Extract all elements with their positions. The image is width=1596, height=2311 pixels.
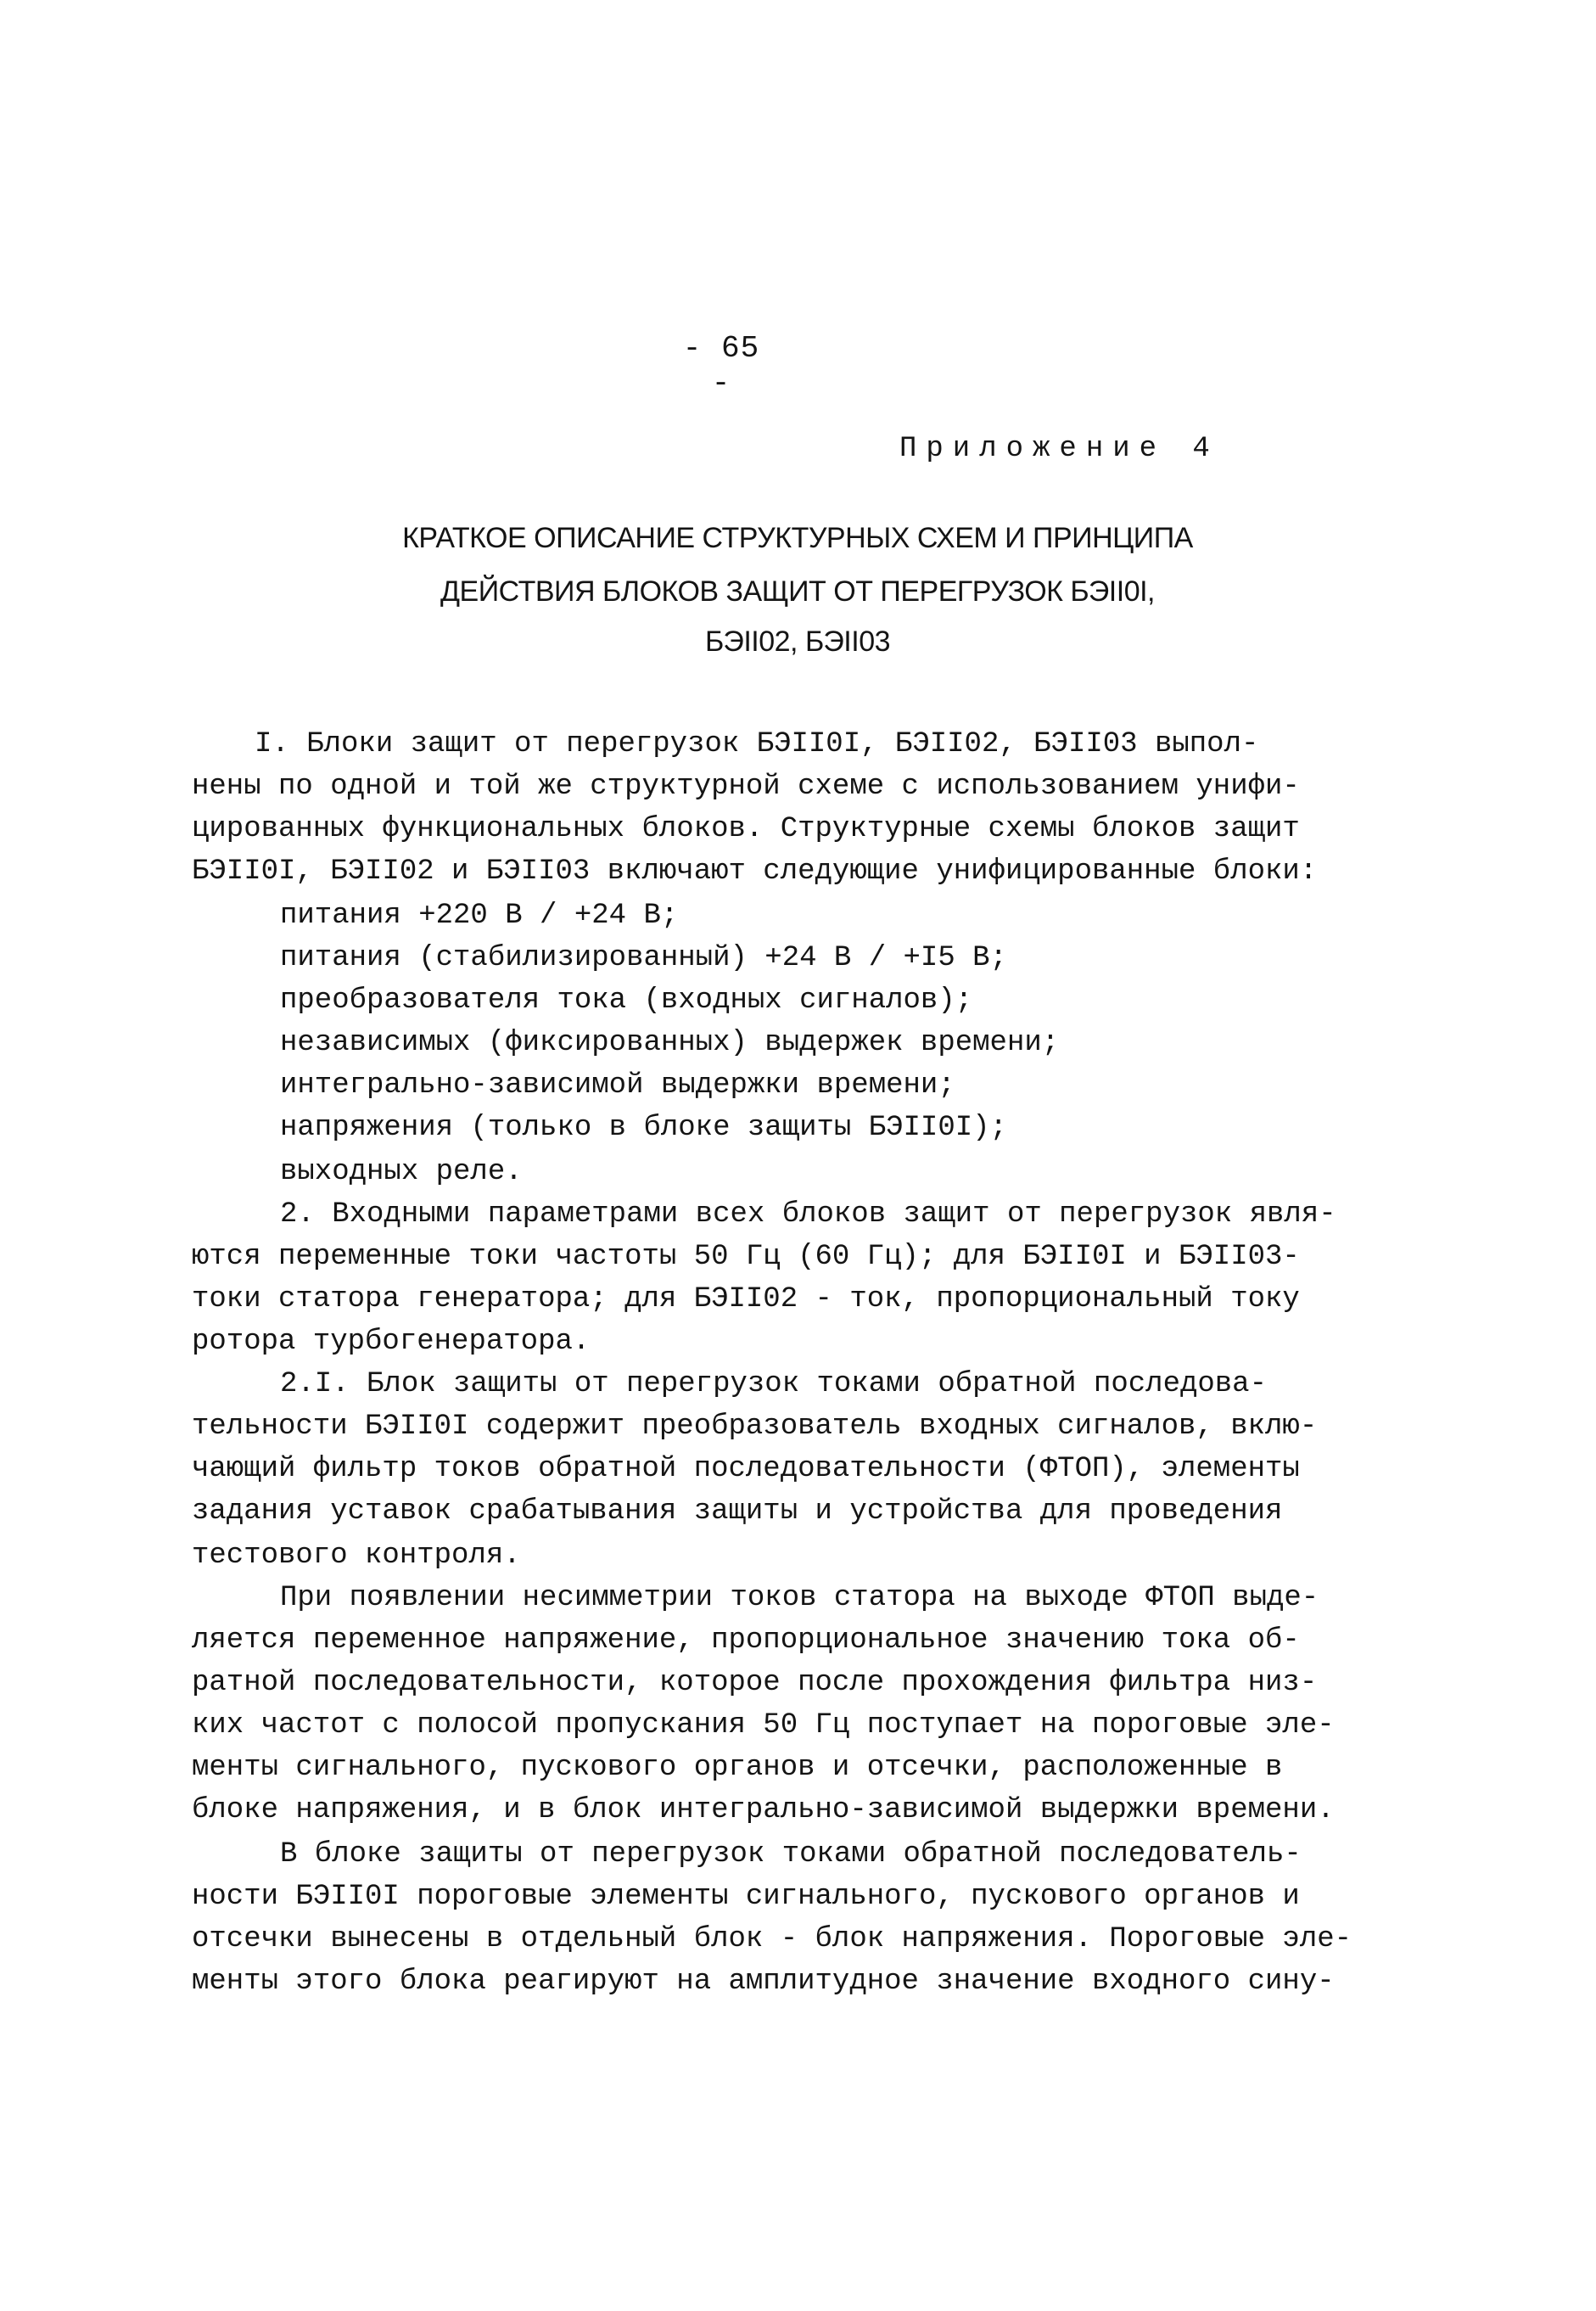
body-line: нены по одной и той же структурной схеме с использованием унифи- — [192, 771, 1300, 803]
body-line: токи статора генератора; для БЭII02 - ток, пропорциональный току — [192, 1283, 1300, 1315]
body-line: 2. Входными параметрами всех блоков защит от перегрузок явля- — [280, 1198, 1336, 1231]
body-line: ких частот с полосой пропускания 50 Гц поступает на пороговые эле- — [192, 1709, 1335, 1742]
body-line: I. Блоки защит от перегрузок БЭII0I, БЭII02, БЭII03 выпол- — [255, 728, 1259, 760]
body-line: чающий фильтр токов обратной последовательности (ФТОП), элементы — [192, 1453, 1300, 1485]
appendix-label: Приложение 4 — [899, 433, 1219, 465]
body-line: задания уставок срабатывания защиты и устройства для проведения — [192, 1495, 1283, 1528]
body-line: блоке напряжения, и в блок интегрально-зависимой выдержки времени. — [192, 1794, 1335, 1826]
body-line: БЭII0I, БЭII02 и БЭII03 включают следующие унифицированные блоки: — [192, 855, 1318, 888]
title-line: ДЕЙСТВИЯ БЛОКОВ ЗАЩИТ ОТ ПЕРЕГРУЗОК БЭII0I, — [440, 575, 1155, 608]
list-item: выходных реле. — [280, 1156, 523, 1188]
body-line: ляется переменное напряжение, пропорциональное значению тока об- — [192, 1624, 1300, 1657]
body-line: отсечки вынесены в отдельный блок - блок напряжения. Пороговые эле- — [192, 1923, 1352, 1955]
list-item: напряжения (только в блоке защиты БЭII0I); — [280, 1112, 1007, 1144]
page-number: - 65 - — [682, 331, 760, 401]
body-line: менты сигнального, пускового органов и отсечки, расположенные в — [192, 1752, 1283, 1784]
list-item: питания (стабилизированный) +24 В / +I5 В; — [280, 942, 1007, 974]
title-line: КРАТКОЕ ОПИСАНИЕ СТРУКТУРНЫХ СХЕМ И ПРИНЦИПА — [402, 522, 1193, 554]
body-line: В блоке защиты от перегрузок токами обратной последователь- — [280, 1838, 1302, 1871]
list-item: преобразователя тока (входных сигналов); — [280, 984, 973, 1017]
title-line: БЭII02, БЭII03 — [704, 625, 891, 658]
body-line: цированных функциональных блоков. Структурные схемы блоков защит — [192, 813, 1300, 845]
body-line: 2.I. Блок защиты от перегрузок токами обратной последова- — [280, 1368, 1267, 1400]
list-item: независимых (фиксированных) выдержек времени; — [280, 1027, 1060, 1059]
body-line: тестового контроля. — [192, 1540, 521, 1572]
body-line: При появлении несимметрии токов статора на выходе ФТОП выде- — [280, 1582, 1319, 1614]
body-line: тельности БЭII0I содержит преобразователь входных сигналов, вклю- — [192, 1411, 1318, 1443]
body-line: ратной последовательности, которое после прохождения фильтра низ- — [192, 1667, 1318, 1699]
body-line: ротора турбогенератора. — [192, 1326, 591, 1358]
list-item: интегрально-зависимой выдержки времени; — [280, 1069, 955, 1102]
body-line: ности БЭII0I пороговые элементы сигнального, пускового органов и — [192, 1881, 1300, 1913]
body-line: ются переменные токи частоты 50 Гц (60 Гц); для БЭII0I и БЭII03- — [192, 1241, 1300, 1273]
body-line: менты этого блока реагируют на амплитудное значение входного сину- — [192, 1966, 1335, 1998]
list-item: питания +220 В / +24 В; — [280, 900, 679, 932]
